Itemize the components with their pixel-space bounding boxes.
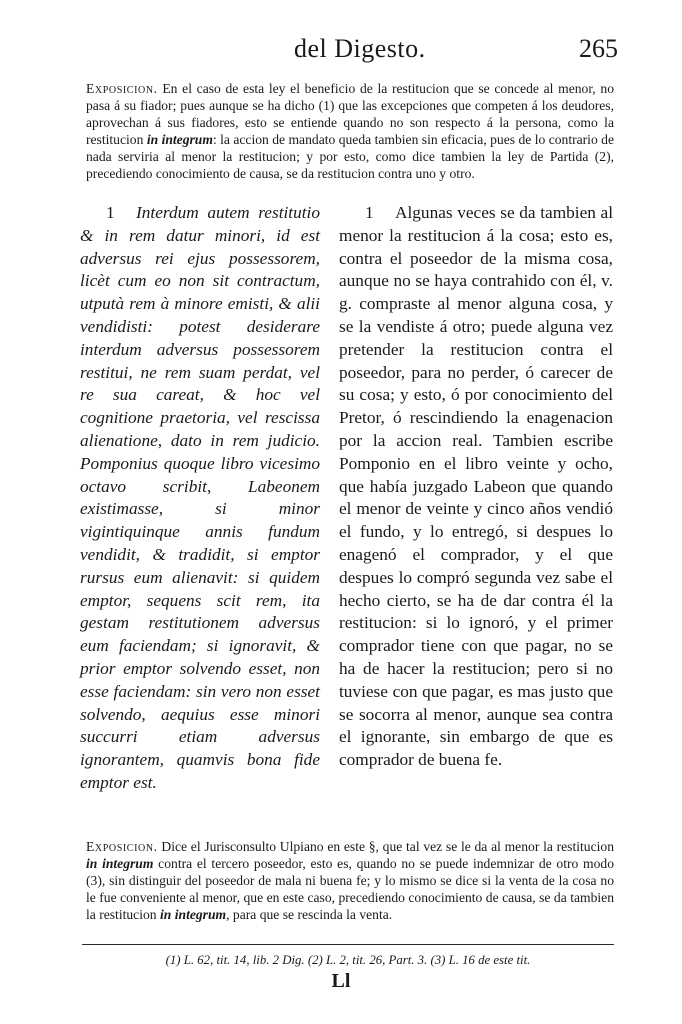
latin-paragraph: Interdum autem restitutio & in rem datur minori, id est adversus rei ejus possessorem, licèt cum eo non sit contractum, utputà rem à minore emisti, & alii vendidisti: potest desiderare interdum adversus possessorem restitui, ne rem suam perdat, vel re sua careat, & hoc vel cognitione praetoria, vel rescissa alienatione, dato in rem judicio. Pomponius quoque libro vicesimo octavo scribit, Labeonem existimasse, si minor vigintiquinque annis fundum vendidit, & tradidit, si emptor rursus eum alienavit: si quidem emptor, sequens scit rem, ita gestam restitutionem adversus eum faciendam; si ignoravit, & prior emptor solvendo esset, non esse faciendam: sin vero non esset solvendo, aequius esse minori succurri etiam adversus ignorantem, quamvis bona fide emptor est.	[80, 203, 320, 792]
exposicion-italic-term: in integrum	[160, 907, 227, 922]
paragraph-number: 1	[106, 203, 115, 222]
page-number: 265	[579, 34, 618, 63]
exposicion-text: : la accion de mandato queda tambien sin eficacia, pues de lo contrario de nada serviria al menor la restitucion; y por esto, como dice tambien la ley de Partida (2), precediendo conocimiento de causa, se da restitucion contra uno y otro.	[86, 132, 615, 181]
signature-mark: Ll	[331, 970, 351, 992]
exposicion-italic-term: in integrum	[86, 856, 154, 871]
exposicion-italic-term: in integrum	[146, 132, 213, 147]
spanish-text-column	[339, 202, 613, 772]
exposicion-text: , para que se rescinda la venta.	[226, 907, 393, 922]
paragraph-number: 1	[365, 203, 374, 222]
latin-text-column	[80, 202, 320, 795]
exposicion-text: contra el tercero poseedor, esto es, quando no se puede indemnizar de otro modo (3), sin distinguir del poseedor de mala ni buena fe; y lo mismo se dice si la venta de la cosa no le fue conveniente al menor, que en este caso, precediendo conocimiento de causa, se da tambien la restitucion	[86, 856, 615, 922]
footnote-divider	[82, 944, 614, 945]
exposicion-text: En el caso de esta ley el beneficio de la restitucion que se concede al menor, no pasa á su fiador; pues aunque se ha dicho (1) que las excepciones que competen á los deudores, aprovechan á sus fiadores, esto se entiende quando no son respecto á la persona, como la restitucion	[86, 81, 614, 147]
spanish-paragraph: Algunas veces se da tambien al menor la restitucion á la cosa; esto es, contra el poseedor de la misma cosa, aunque no se haya contrahido con él, v. g. compraste al menor alguna cosa, y se la vendiste á otro; puede alguna vez pretender la restitucion contra el poseedor, para no perder, ó carecer de su cosa; y esto, ó por conocimiento del Pretor, ó rescindiendo la enagenacion por la accion real. Tambien escribe Pomponio en el libro veinte y ocho, que había juzgado Labeon que quando el menor de veinte y cinco años vendió el fundo, y lo entregó, si despues lo enagenó el comprador, y el que despues lo compró segunda vez sabe el hecho cierto, se ha de dar contra él la restitucion: si lo ignoró, y el primer comprador tiene con que pagar, no se ha de hacer la restitucion; pero si no tuviese con que pagar, es mas justo que se socorra al menor, aunque sea contra el ignorante, sin embargo de que es comprador de buena fe.	[339, 203, 613, 770]
exposicion-top-paragraph	[86, 80, 614, 182]
exposicion-label: Exposicion.	[86, 81, 158, 96]
exposicion-text: Dice el Jurisconsulto Ulpiano en este §, que tal vez se le da al menor la restitucion	[161, 839, 614, 854]
exposicion-label: Exposicion.	[86, 839, 158, 854]
running-title: del Digesto.	[294, 34, 426, 63]
page-header	[90, 34, 630, 74]
footnotes: (1) L. 62, tit. 14, lib. 2 Dig. (2) L. 2, tit. 26, Part. 3. (3) L. 16 de este tit.	[165, 953, 531, 967]
exposicion-bottom-paragraph	[86, 838, 614, 923]
